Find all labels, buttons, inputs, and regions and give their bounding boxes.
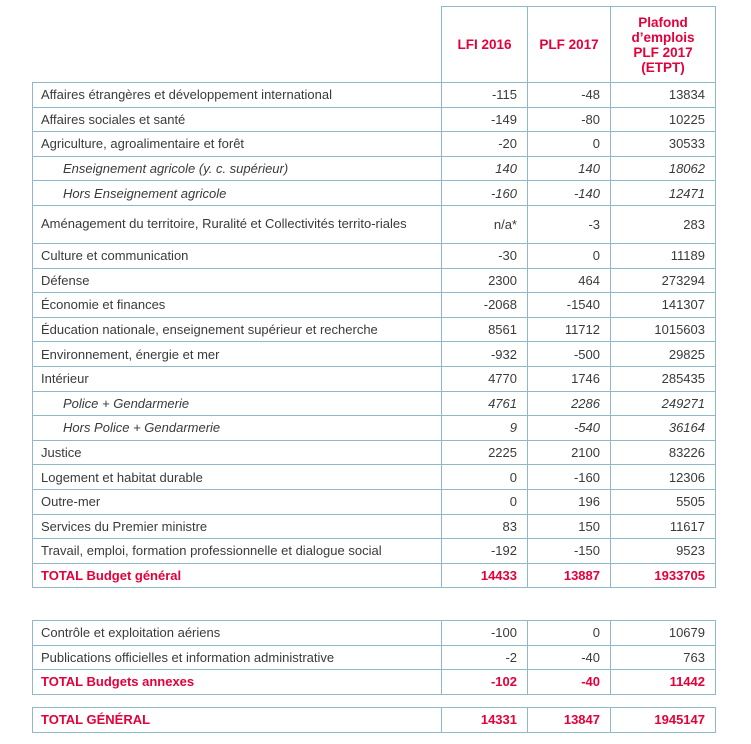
table-row xyxy=(33,539,716,564)
cell-plafond: 12471 xyxy=(611,181,716,206)
table-row xyxy=(33,205,716,243)
cell-plafond: 1933705 xyxy=(611,563,716,588)
table-row xyxy=(33,243,716,268)
cell-plafond: 11617 xyxy=(611,514,716,539)
cell-lfi-2016: -2 xyxy=(442,645,528,670)
row-label: Contrôle et exploitation aériens xyxy=(33,621,442,646)
cell-lfi-2016: 140 xyxy=(442,156,528,181)
header-lfi-2016: LFI 2016 xyxy=(442,7,528,83)
cell-plf-2017: 1746 xyxy=(528,366,611,391)
header-row xyxy=(33,7,716,83)
cell-lfi-2016: -192 xyxy=(442,539,528,564)
row-label: Éducation nationale, enseignement supérieur et recherche xyxy=(33,317,442,342)
cell-plafond: 11442 xyxy=(611,670,716,695)
cell-lfi-2016: 2225 xyxy=(442,440,528,465)
table-row xyxy=(33,621,716,646)
row-label: Justice xyxy=(33,440,442,465)
cell-plf-2017: -160 xyxy=(528,465,611,490)
cell-plf-2017: 0 xyxy=(528,243,611,268)
row-label: Publications officielles et information administrative xyxy=(33,645,442,670)
cell-plf-2017: -40 xyxy=(528,670,611,695)
cell-lfi-2016: -100 xyxy=(442,621,528,646)
row-label: TOTAL GÉNÉRAL xyxy=(33,708,442,733)
row-label: Affaires sociales et santé xyxy=(33,107,442,132)
total-general-row xyxy=(33,708,716,733)
cell-plafond: 12306 xyxy=(611,465,716,490)
cell-lfi-2016: 14433 xyxy=(442,563,528,588)
cell-plafond: 9523 xyxy=(611,539,716,564)
cell-plf-2017: -540 xyxy=(528,416,611,441)
row-label: Agriculture, agroalimentaire et forêt xyxy=(33,132,442,157)
row-label: Hors Police + Gendarmerie xyxy=(33,416,442,441)
cell-plf-2017: -1540 xyxy=(528,293,611,318)
table-row xyxy=(33,317,716,342)
row-label: Travail, emploi, formation professionnelle et dialogue social xyxy=(33,539,442,564)
cell-lfi-2016: -932 xyxy=(442,342,528,367)
cell-plf-2017: -500 xyxy=(528,342,611,367)
row-label: Économie et finances xyxy=(33,293,442,318)
row-label: TOTAL Budgets annexes xyxy=(33,670,442,695)
table-row xyxy=(33,268,716,293)
cell-plafond: 249271 xyxy=(611,391,716,416)
header-plafond: Plafond d’emplois PLF 2017 (ETPT) xyxy=(611,7,716,83)
cell-plf-2017: 150 xyxy=(528,514,611,539)
cell-lfi-2016: 2300 xyxy=(442,268,528,293)
cell-plf-2017: 0 xyxy=(528,621,611,646)
table-row-sub xyxy=(33,156,716,181)
cell-lfi-2016: 0 xyxy=(442,489,528,514)
table-row xyxy=(33,107,716,132)
cell-plafond: 10225 xyxy=(611,107,716,132)
cell-plafond: 273294 xyxy=(611,268,716,293)
cell-lfi-2016: -2068 xyxy=(442,293,528,318)
row-label: Hors Enseignement agricole xyxy=(33,181,442,206)
table-row xyxy=(33,293,716,318)
cell-lfi-2016: 4761 xyxy=(442,391,528,416)
row-label: Enseignement agricole (y. c. supérieur) xyxy=(33,156,442,181)
cell-plafond: 11189 xyxy=(611,243,716,268)
cell-lfi-2016: 0 xyxy=(442,465,528,490)
cell-lfi-2016: 14331 xyxy=(442,708,528,733)
annexes-table xyxy=(32,620,716,695)
cell-plf-2017: 2100 xyxy=(528,440,611,465)
cell-plf-2017: 2286 xyxy=(528,391,611,416)
row-label: Affaires étrangères et développement international xyxy=(33,83,442,108)
total-budget-general-row xyxy=(33,563,716,588)
cell-lfi-2016: 8561 xyxy=(442,317,528,342)
cell-lfi-2016: 4770 xyxy=(442,366,528,391)
cell-plafond: 30533 xyxy=(611,132,716,157)
table-row xyxy=(33,465,716,490)
cell-plafond: 13834 xyxy=(611,83,716,108)
total-general-table xyxy=(32,707,716,733)
cell-plf-2017: 0 xyxy=(528,132,611,157)
cell-lfi-2016: 83 xyxy=(442,514,528,539)
cell-plafond: 10679 xyxy=(611,621,716,646)
cell-plf-2017: -140 xyxy=(528,181,611,206)
cell-lfi-2016: -30 xyxy=(442,243,528,268)
cell-plafond: 5505 xyxy=(611,489,716,514)
table-row xyxy=(33,440,716,465)
cell-plafond: 285435 xyxy=(611,366,716,391)
header-blank xyxy=(33,7,442,83)
row-label: Environnement, énergie et mer xyxy=(33,342,442,367)
cell-lfi-2016: n/a* xyxy=(442,205,528,243)
cell-plafond: 36164 xyxy=(611,416,716,441)
cell-plf-2017: 140 xyxy=(528,156,611,181)
cell-plf-2017: 13887 xyxy=(528,563,611,588)
row-label: TOTAL Budget général xyxy=(33,563,442,588)
cell-lfi-2016: -115 xyxy=(442,83,528,108)
header-plf-2017: PLF 2017 xyxy=(528,7,611,83)
cell-plf-2017: -3 xyxy=(528,205,611,243)
table-row xyxy=(33,132,716,157)
table-row-sub xyxy=(33,181,716,206)
cell-plf-2017: -48 xyxy=(528,83,611,108)
row-label: Aménagement du territoire, Ruralité et Collectivités territo-riales xyxy=(33,205,442,243)
row-label: Culture et communication xyxy=(33,243,442,268)
table-row xyxy=(33,514,716,539)
cell-plf-2017: 464 xyxy=(528,268,611,293)
row-label: Défense xyxy=(33,268,442,293)
table-row xyxy=(33,645,716,670)
cell-plf-2017: -80 xyxy=(528,107,611,132)
table-row-sub xyxy=(33,416,716,441)
table-row xyxy=(33,489,716,514)
table-row xyxy=(33,83,716,108)
cell-lfi-2016: -20 xyxy=(442,132,528,157)
total-budgets-annexes-row xyxy=(33,670,716,695)
cell-plafond: 1945147 xyxy=(611,708,716,733)
row-label: Services du Premier ministre xyxy=(33,514,442,539)
cell-plf-2017: -150 xyxy=(528,539,611,564)
cell-lfi-2016: -149 xyxy=(442,107,528,132)
row-label: Outre-mer xyxy=(33,489,442,514)
cell-plf-2017: -40 xyxy=(528,645,611,670)
cell-lfi-2016: -102 xyxy=(442,670,528,695)
cell-plafond: 763 xyxy=(611,645,716,670)
table-row xyxy=(33,342,716,367)
row-label: Police + Gendarmerie xyxy=(33,391,442,416)
cell-plf-2017: 11712 xyxy=(528,317,611,342)
cell-plf-2017: 13847 xyxy=(528,708,611,733)
cell-plafond: 283 xyxy=(611,205,716,243)
row-label: Logement et habitat durable xyxy=(33,465,442,490)
cell-lfi-2016: 9 xyxy=(442,416,528,441)
cell-plafond: 29825 xyxy=(611,342,716,367)
cell-lfi-2016: -160 xyxy=(442,181,528,206)
cell-plafond: 18062 xyxy=(611,156,716,181)
row-label: Intérieur xyxy=(33,366,442,391)
table-row-sub xyxy=(33,391,716,416)
budget-table xyxy=(32,6,716,588)
table-row xyxy=(33,366,716,391)
cell-plafond: 83226 xyxy=(611,440,716,465)
cell-plafond: 1015603 xyxy=(611,317,716,342)
cell-plf-2017: 196 xyxy=(528,489,611,514)
cell-plafond: 141307 xyxy=(611,293,716,318)
